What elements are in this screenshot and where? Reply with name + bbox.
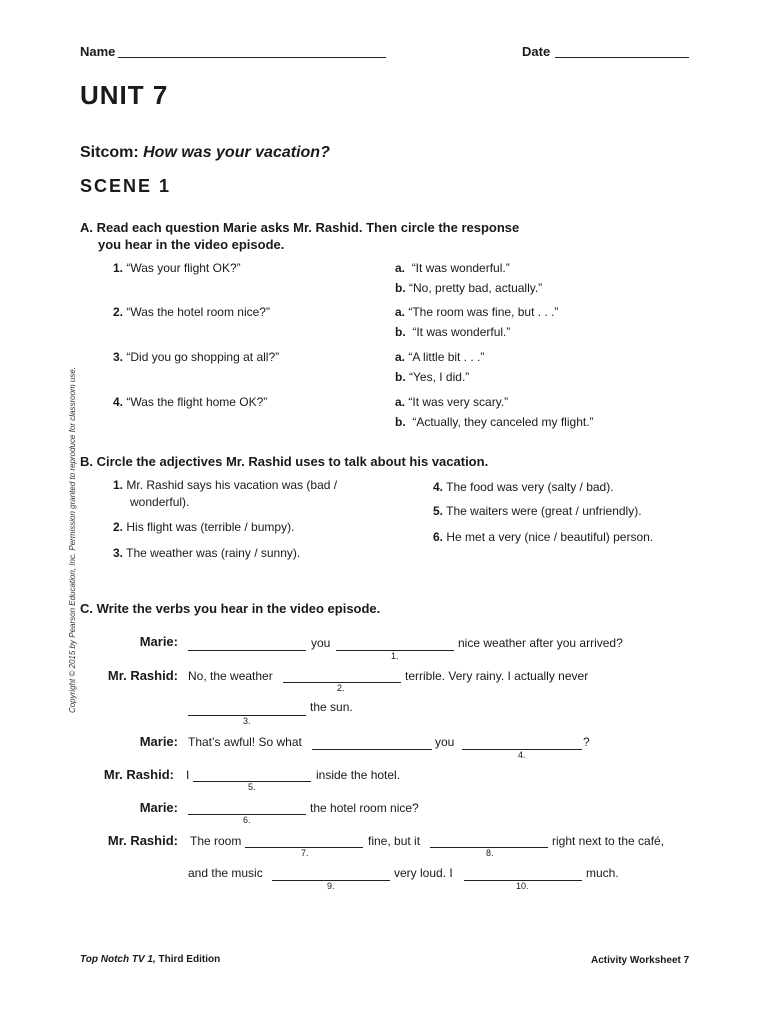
dialogue-text: No, the weather [188, 669, 273, 683]
blank-number: 10. [516, 881, 529, 891]
option-label: b. [395, 415, 406, 429]
dialogue-text: ? [583, 735, 590, 749]
item-number: 2. [113, 305, 124, 319]
date-label: Date [522, 44, 551, 59]
dialogue-text: the hotel room nice? [310, 801, 419, 815]
name-label: Name [80, 44, 116, 59]
item-text: He met a very (nice / beautiful) person. [446, 530, 654, 544]
question-text: “Was the flight home OK?” [126, 395, 268, 409]
sitcom-title: How was your vacation? [143, 144, 330, 161]
dialogue-text: much. [586, 866, 619, 880]
speaker-marie: Marie: [139, 734, 178, 749]
blank-number: 2. [337, 683, 345, 693]
book-title: Top Notch TV 1, [80, 954, 156, 965]
a-option-1a[interactable] [395, 258, 510, 278]
scene-heading: SCENE 1 [80, 176, 172, 196]
dialogue-text: fine, but it [368, 834, 421, 848]
edition: Third Edition [155, 954, 221, 965]
item-text: His flight was (terrible / bumpy). [126, 520, 295, 534]
b-item-6 [433, 527, 653, 547]
blank-number: 3. [243, 716, 251, 726]
sitcom-heading [80, 144, 330, 162]
option-label: a. [395, 261, 406, 275]
b-item-3 [113, 543, 300, 563]
section-a-instruction [80, 219, 519, 253]
dialogue-text: nice weather after you arrived? [458, 636, 623, 650]
a-option-1b[interactable] [395, 278, 542, 298]
dialogue-text: and the music [188, 866, 263, 880]
dialogue-text: The room [190, 834, 242, 848]
a-option-2b[interactable] [395, 322, 510, 342]
item-text: The weather was (rainy / sunny). [126, 546, 301, 560]
blank-number: 7. [301, 848, 309, 858]
a-question-4 [113, 392, 267, 412]
dialogue-text: I [186, 768, 190, 782]
blank-number: 1. [391, 651, 399, 661]
section-a-line2: you hear in the video episode. [98, 237, 285, 252]
option-text: “It was wonderful.” [411, 261, 510, 275]
option-text: “A little bit . . .” [408, 350, 485, 364]
item-text-cont: wonderful). [130, 495, 190, 509]
speaker-marie: Marie: [139, 634, 178, 649]
unit-title: UNIT 7 [80, 80, 169, 110]
b-item-5 [433, 501, 642, 521]
a-option-3b[interactable] [395, 367, 469, 387]
option-label: a. [395, 350, 406, 364]
option-label: a. [395, 305, 406, 319]
item-number: 4. [113, 395, 124, 409]
speaker-rashid: Mr. Rashid: [107, 833, 178, 848]
item-text: The food was very (salty / bad). [446, 480, 614, 494]
dialogue-text: you [311, 636, 331, 650]
question-text: “Was the hotel room nice?” [126, 305, 270, 319]
question-text: “Was your flight OK?” [126, 261, 241, 275]
item-number: 1. [113, 478, 124, 492]
item-number: 4. [433, 480, 444, 494]
b-item-1 [113, 477, 337, 511]
dialogue-text: right next to the café, [552, 834, 665, 848]
item-number: 5. [433, 504, 444, 518]
option-label: b. [395, 281, 406, 295]
option-label: b. [395, 325, 406, 339]
a-option-4a[interactable] [395, 392, 508, 412]
name-field[interactable] [118, 57, 386, 58]
item-number: 1. [113, 261, 124, 275]
item-number: 3. [113, 546, 124, 560]
option-text: “Yes, I did.” [409, 370, 470, 384]
dialogue-text: That’s awful! So what [188, 735, 302, 749]
section-c-instruction: C. Write the verbs you hear in the video episode. [80, 601, 381, 616]
dialogue-text: you [435, 735, 455, 749]
question-text: “Did you go shopping at all?” [126, 350, 280, 364]
option-text: “It was very scary.” [408, 395, 509, 409]
b-item-2 [113, 517, 294, 537]
a-question-2 [113, 302, 270, 322]
option-label: b. [395, 370, 406, 384]
item-number: 6. [433, 530, 444, 544]
blank-number: 4. [518, 750, 526, 760]
sitcom-prefix: Sitcom: [80, 144, 139, 161]
option-text: “It was wonderful.” [412, 325, 511, 339]
blank-number: 6. [243, 815, 251, 825]
item-text: The waiters were (great / unfriendly). [446, 504, 642, 518]
speaker-rashid: Mr. Rashid: [107, 668, 178, 683]
blank-number: 8. [486, 848, 494, 858]
a-option-2a[interactable] [395, 302, 558, 322]
a-question-1 [113, 258, 241, 278]
a-question-3 [113, 347, 279, 367]
dialogue-text: the sun. [310, 700, 353, 714]
item-number: 2. [113, 520, 124, 534]
dialogue-text: inside the hotel. [316, 768, 401, 782]
copyright-notice: Copyright © 2015 by Pearson Education, Inc. Permission granted to reproduce for classroom use. [68, 366, 77, 714]
section-a-line1: A. Read each question Marie asks Mr. Rashid. Then circle the response [80, 220, 520, 235]
blank-field[interactable] [188, 650, 306, 651]
a-option-4b[interactable] [395, 412, 594, 432]
dialogue-text: terrible. Very rainy. I actually never [405, 669, 589, 683]
item-text: Mr. Rashid says his vacation was (bad / [126, 478, 338, 492]
blank-number: 9. [327, 881, 335, 891]
b-item-4 [433, 477, 614, 497]
option-text: “The room was fine, but . . .” [408, 305, 559, 319]
item-number: 3. [113, 350, 124, 364]
a-option-3a[interactable] [395, 347, 484, 367]
option-label: a. [395, 395, 406, 409]
blank-number: 5. [248, 782, 256, 792]
footer-book [80, 954, 220, 965]
option-text: “No, pretty bad, actually.” [409, 281, 543, 295]
footer-worksheet: Activity Worksheet 7 [591, 955, 690, 966]
option-text: “Actually, they canceled my flight.” [412, 415, 594, 429]
blank-field[interactable] [312, 749, 432, 750]
speaker-rashid: Mr. Rashid: [103, 767, 174, 782]
dialogue-text: very loud. I [394, 866, 453, 880]
section-b-instruction: B. Circle the adjectives Mr. Rashid uses to talk about his vacation. [80, 454, 489, 469]
speaker-marie: Marie: [139, 800, 178, 815]
date-field[interactable] [555, 57, 689, 58]
